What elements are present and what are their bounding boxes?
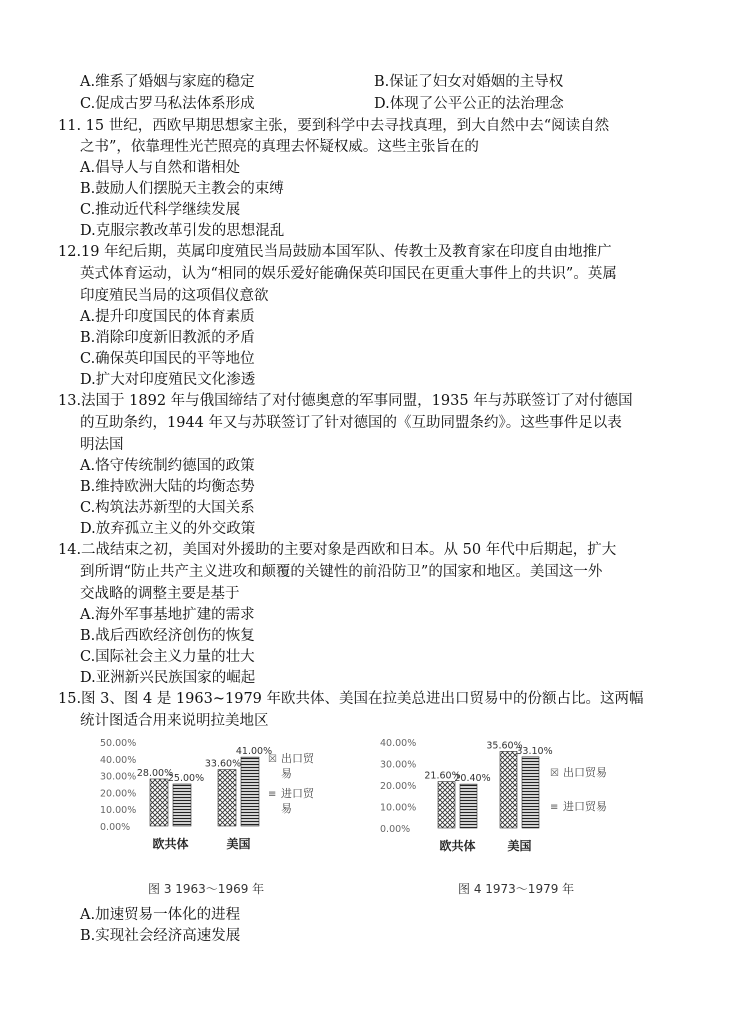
figure-3-chart <box>100 730 350 900</box>
figure-caption: 图 3 1963～1969 年 <box>148 882 265 896</box>
export-bar <box>150 779 168 826</box>
figure-4-chart <box>380 730 670 900</box>
q14-stem-line-2: 到所谓“防止共产主义进攻和颠覆的关键性的前沿防卫”的国家和地区。美国这一外 <box>80 564 603 580</box>
q13-option-d: D.放弃孤立主义的外交政策 <box>80 521 256 537</box>
q15-stem-line-1: 15.图 3、图 4 是 1963~1979 年欧共体、美国在拉美总进出口贸易中的份额占比。这两幅 <box>58 691 644 707</box>
q13-stem-line-2: 的互助条约，1944 年又与苏联签订了针对德国的《互助同盟条约》。这些事件足以表 <box>80 415 622 431</box>
import-legend-icon: ≡ <box>268 789 277 800</box>
export-legend-icon: ☒ <box>550 768 559 779</box>
q13-option-b: B.维持欧洲大陆的均衡态势 <box>80 479 255 495</box>
category-label: 欧共体 <box>152 837 189 851</box>
q12-option-c: C.确保英印国民的平等地位 <box>80 351 255 367</box>
q11-option-b: B.鼓励人们摆脱天主教会的束缚 <box>80 181 284 197</box>
q11-stem-line-1: 11. 15 世纪，西欧早期思想家主张，要到科学中去寻找真理，到大自然中去“阅读自然 <box>58 118 610 134</box>
data-label: 35.60% <box>486 740 523 752</box>
y-tick-label: 0.00% <box>380 824 411 835</box>
q11-stem-line-2: 之书”，依靠理性光芒照亮的真理去怀疑权威。这些主张旨在的 <box>80 139 479 155</box>
category-label: 欧共体 <box>439 839 476 853</box>
data-label: 41.00% <box>235 746 273 758</box>
legend-label: 易 <box>281 802 292 815</box>
q14-stem-line-1: 14.二战结束之初，美国对外援助的主要对象是西欧和日本。从 50 年代中后期起，扩大 <box>58 542 617 558</box>
export-bar <box>438 782 455 828</box>
legend-label: 出口贸 <box>281 752 314 765</box>
y-tick-label: 20.00% <box>100 788 137 800</box>
y-tick-label: 30.00% <box>380 759 417 771</box>
legend-label: 进口贸易 <box>563 800 607 813</box>
q11-option-c: C.推动近代科学继续发展 <box>80 202 241 218</box>
data-label: 33.60% <box>204 758 242 770</box>
q14-option-c: C.国际社会主义力量的壮大 <box>80 649 255 665</box>
y-tick-label: 40.00% <box>380 738 417 749</box>
data-label: 20.40% <box>454 773 491 785</box>
y-tick-label: 0.00% <box>100 822 131 833</box>
import-bar <box>173 784 191 826</box>
q12-stem-line-1: 12.19 年纪后期，英属印度殖民当局鼓励本国军队、传教士及教育家在印度自由地推广 <box>58 244 612 260</box>
q13-option-a: A.恪守传统制约德国的政策 <box>80 458 255 474</box>
legend-label: 进口贸 <box>281 787 314 800</box>
category-label: 美国 <box>507 839 532 853</box>
q12-option-d: D.扩大对印度殖民文化渗透 <box>80 372 256 388</box>
q11-option-a: A.倡导人与自然和谐相处 <box>80 160 241 176</box>
import-bar <box>241 757 259 826</box>
q14-stem-line-3: 交战略的调整主要是基于 <box>80 586 240 602</box>
q11-option-d: D.克服宗教改革引发的思想混乱 <box>80 223 285 239</box>
y-tick-label: 40.00% <box>100 754 137 766</box>
q12-stem-line-2: 英式体育运动，认为“相同的娱乐爱好能确保英印国民在更重大事件上的共识”。英属 <box>80 266 617 282</box>
q14-option-b: B.战后西欧经济创伤的恢复 <box>80 628 255 644</box>
q10-option-a: A.维系了婚姻与家庭的稳定 <box>80 74 255 90</box>
q10-option-c: C.促成古罗马私法体系形成 <box>80 96 255 112</box>
q12-stem-line-3: 印度殖民当局的这项倡仪意欲 <box>80 288 269 304</box>
q12-option-b: B.消除印度新旧教派的矛盾 <box>80 330 255 346</box>
import-bar <box>522 757 539 828</box>
q12-option-a: A.提升印度国民的体育素质 <box>80 309 255 325</box>
q15-option-a: A.加速贸易一体化的进程 <box>80 907 241 923</box>
figure-caption: 图 4 1973～1979 年 <box>458 882 575 896</box>
category-label: 美国 <box>226 837 251 851</box>
legend-label: 易 <box>281 767 292 780</box>
import-bar <box>460 784 477 828</box>
import-legend-icon: ≡ <box>550 802 559 813</box>
q15-option-b: B.实现社会经济高速发展 <box>80 928 241 944</box>
q10-option-d: D.体现了公平公正的法治理念 <box>374 96 564 112</box>
export-legend-icon: ☒ <box>268 754 277 765</box>
q14-option-d: D.亚洲新兴民族国家的崛起 <box>80 670 256 686</box>
data-label: 33.10% <box>516 745 553 757</box>
data-label: 25.00% <box>167 773 205 784</box>
data-label: 28.00% <box>136 767 174 779</box>
export-bar <box>218 770 236 826</box>
q13-option-c: C.构筑法苏新型的大国关系 <box>80 500 255 516</box>
y-tick-label: 20.00% <box>380 781 417 792</box>
q15-stem-line-2: 统计图适合用来说明拉美地区 <box>80 713 269 729</box>
q13-stem-line-3: 明法国 <box>80 437 124 453</box>
export-bar <box>500 751 517 828</box>
q14-option-a: A.海外军事基地扩建的需求 <box>80 607 255 623</box>
q13-stem-line-1: 13.法国于 1892 年与俄国缔结了对付德奥意的军事同盟，1935 年与苏联签订了对付德国 <box>58 393 633 409</box>
legend-label: 出口贸易 <box>563 766 607 779</box>
y-tick-label: 10.00% <box>380 802 417 814</box>
q10-option-b: B.保证了妇女对婚姻的主导权 <box>374 74 564 90</box>
y-tick-label: 30.00% <box>100 771 137 783</box>
data-label: 21.60% <box>424 770 461 782</box>
y-tick-label: 10.00% <box>100 805 137 817</box>
y-tick-label: 50.00% <box>100 738 137 749</box>
